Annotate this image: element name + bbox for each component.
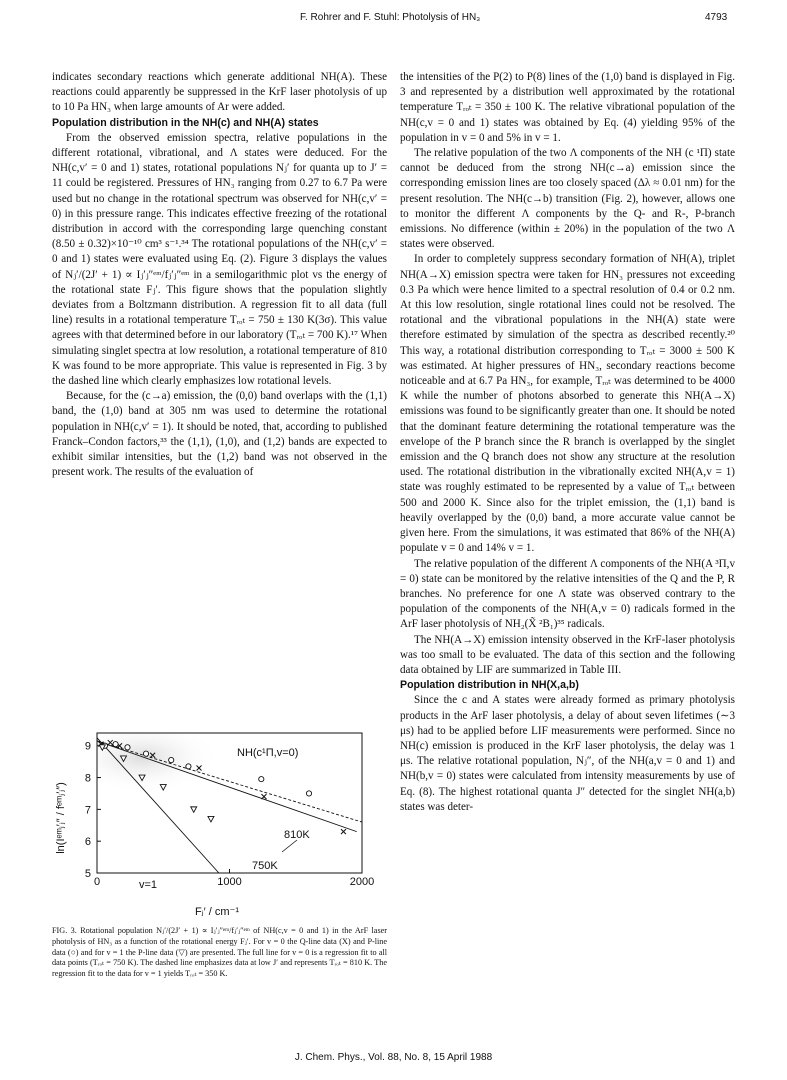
data-point-cross xyxy=(341,829,346,834)
figure-label-750k: 750K xyxy=(252,860,278,872)
figure-3-plot xyxy=(52,728,387,923)
section-heading-nhxab: Population distribution in NH(X,a,b) xyxy=(400,679,579,692)
paragraph-2: Because, for the (c→a) emission, the (0,0) band overlaps with the (1,1) band, the (1,0) band at 305 nm was used to determine the rotational population in NH(c,v′ = 1). It should be noted, that, according to published Franck–Condon factors,³³ the (1,1), (1,0), and (1,2) bands are expected to exhibit similar intensities, but the (1,2) band was not observed in the present work. The results of the evaluation of xyxy=(52,390,387,479)
data-point-circle xyxy=(186,764,191,769)
running-title: F. Rohrer and F. Stuhl: Photolysis of HN₃ xyxy=(300,12,481,23)
paragraph-1: From the observed emission spectra, relative populations in the different rotational, vibrational, and Λ states were deduced. For the NH(c,v′ = 0 and 1) states, rotational populations Nⱼ′ for quanta up to J′ = 11 could be registered. Pressures of HN₃ ranging from 0.27 to 6.7 Pa were used but no change in the rotational spectrum was observed for NH(c,v′ = 0) in this pressure range. This indicates effective freezing of the rotational distribution in accord with the corresponding large quenching constant (8.50 ± 0.32)×10⁻¹⁰ cm³ s⁻¹.³⁴ The rotational populations of the NH(c,v′ = 0 and 1) states were evaluated using Eq. (2). Figure 3 displays the values of Nⱼ′/(2J′ + 1) ∝ Iⱼ′ⱼ″ᵉᵐ/fⱼ′ⱼ″ᵉᵐ in a semilogarithmic plot vs the energy of the rotational state Fⱼ′. This figure shows that the population slightly deviates from a Boltzmann distribution. A regression fit to all data (full line) results in a rotational temperature Tᵣₒₜ = 750 ± 130 K(3σ). This value agrees with that determined before in our laboratory (Tᵣₒₜ = 700 K).¹⁷ When simulating singlet spectra at low resolution, a rotational temperature of 810 K was found to be more appropriate. This value is represented in Fig. 3 by the dashed line which clearly emphasizes low rotational levels. xyxy=(52,131,388,388)
y-tick-label: 9 xyxy=(84,740,91,753)
paragraph-5: The relative population of the different Λ components of the NH(A ³Π,v = 0) state can be monitored by the relative intensities of the Q and the P, R branches. No preference for one Λ state was observed contrary to the population of the components of the NH(A,v = 0) radicals formed in the ArF laser photolysis of NH₂(X̃ ²B₁)³⁵ radicals. xyxy=(400,557,735,631)
figure-label-state: NH(c¹Π,v=0) xyxy=(237,747,299,759)
paragraph-7: Since the c and A states were already formed as primary photolysis products in the ArF laser photolysis, a delay of about seven lifetimes (∼3 μs) had to be applied before LIF measurements were performed. Since no NH(c) emission is produced in the KrF laser photolysis, the delay was 1 μs. The relative rotational population, Nⱼ″, of the NH(a,v = 0 and 1) and NH(b,v = 0) states were calculated from intensity measurements by use of Eq. (8). The highest rotational quanta J″ detected for the singlet NH(a,b) states was deter- xyxy=(400,694,735,813)
paragraph-3: The relative population of the two Λ components of the NH (c ¹Π) state cannot be deduced from the strong NH(c→a) emission since the corresponding emission lines are too closely spaced (Δλ ≈ 0.01 nm) for the present resolution. The NH(c→b) transition (Fig. 2), however, allows one to monitor the different Λ components by the Q- and R-, P-branch emissions. No difference (within ± 20%) in the population of the two Λ states were observed. xyxy=(400,147,735,251)
paragraph-4: In order to completely suppress secondary formation of NH(A), triplet NH(A→X) emission spectra were taken for HN₃ pressures not exceeding 0.3 Pa which were hence limited to a spectral resolution of 0.4 or 0.2 nm. At this low resolution, single rotational lines could not be resolved. The rotational and the vibrational populations in the NH(A) state were therefore estimated by simulation of the spectra as described recently.²⁰ This way, a rotational distribution corresponding to Tᵣₒₜ = 3000 ± 500 K was estimated. At higher pressures of HN₃, secondary reactions become noticeable and at 6.7 Pa HN₃, for example, Tᵣₒₜ was determined to be 4000 K while the number of photons absorbed to generate this NH(A→X) emissions was found to be significantly greater than one. It should be noted that the dominant feature determining the rotational temperature was the envelope of the P branch since the R branch is overlapped by the singlet emission and the Q branch does not show any structure at the resolution used. The rotational distribution in the vibrationally excited NH(A,v = 1) state was roughly estimated to be represented by a value of Tᵣₒₜ between 500 and 2000 K. Since also for the triplet emission, the (1,1) band is heavily overlapped by the (0,0) band, a more accurate value cannot be given here. From the simulations, it was estimated that 86% of the NH(A) populate v = 0 and 14% v = 1. xyxy=(400,253,735,555)
right-column xyxy=(400,70,735,815)
x-tick-label: 0 xyxy=(93,876,101,888)
data-point-circle xyxy=(259,777,264,782)
y-tick-label: 8 xyxy=(84,772,91,785)
y-tick-label: 6 xyxy=(84,836,91,849)
figure-xlabel: Fⱼ′ / cm⁻¹ xyxy=(194,906,240,918)
data-point-circle xyxy=(113,742,118,747)
data-point-circle xyxy=(306,791,311,796)
page-number: 4793 xyxy=(705,12,728,23)
data-point-circle xyxy=(143,751,148,756)
section-heading-nhc-nha: Population distribution in the NH(c) and NH(A) states xyxy=(52,116,319,129)
data-point-triangle xyxy=(208,816,214,822)
figure-caption: FIG. 3. Rotational population Nⱼ′/(2J′ + 1) ∝ Iⱼ′ⱼ″ᵉᵐ/fⱼ′ⱼ″ᵉᵐ of NH(c,v = 0 and 1) in the ArF laser photolysis of HN₃ as a function of the rotational energy Fⱼ′. For v = 0 the Q-line data (X) and P-line data (○) and for v = 1 the P-line data (▽) are presented. The full line for v = 0 is a regression fit to all data points (Tᵣₒₜ = 750 K). The dashed line emphasizes data at low J′ and represents Tᵣₒₜ = 810 K. The regression fit to the data for v = 1 yields Tᵣₒₜ = 350 K. xyxy=(52,926,387,979)
data-point-circle xyxy=(125,745,130,750)
figure-ylabel: ln(Iᵉᵐⱼ′ⱼ″ / fᵉᵐⱼ′ⱼ″) xyxy=(55,782,67,854)
data-point-circle xyxy=(169,757,174,762)
left-column xyxy=(52,70,387,480)
figure-label-v1: v=1 xyxy=(139,879,158,891)
x-tick-label: 1000 xyxy=(217,876,242,888)
y-tick-label: 7 xyxy=(84,804,91,817)
paragraph-intro: indicates secondary reactions which generate additional NH(A). These reactions could apparently be suppressed in the KrF laser photolysis of up to 10 Pa HN₃ when large amounts of Ar were added. xyxy=(52,71,387,114)
y-tick-label: 5 xyxy=(84,868,91,880)
journal-citation: J. Chem. Phys., Vol. 88, No. 8, 15 April 1988 xyxy=(294,1052,493,1063)
label-pointer-810k xyxy=(282,840,297,852)
figure-label-810k: 810K xyxy=(284,829,310,841)
paragraph-6: The NH(A→X) emission intensity observed in the KrF-laser photolysis was too small to be evaluated. The data of this section and the following data obtained by LIF are summarized in Table III. xyxy=(400,633,735,676)
x-tick-label: 2000 xyxy=(349,876,375,888)
data-point-triangle xyxy=(191,807,197,813)
data-point-cross xyxy=(261,794,266,799)
paragraph-continued: the intensities of the P(2) to P(8) lines of the (1,0) band is displayed in Fig. 3 and represented by a distribution well approximated by the rotational temperature Tᵣₒₜ = 350 ± 100 K. The relative vibrational population of the NH(c,v = 0 and 1) states was obtained by Eq. (4) yielding 95% of the population in v = 0 and 5% in v = 1. xyxy=(400,71,735,144)
